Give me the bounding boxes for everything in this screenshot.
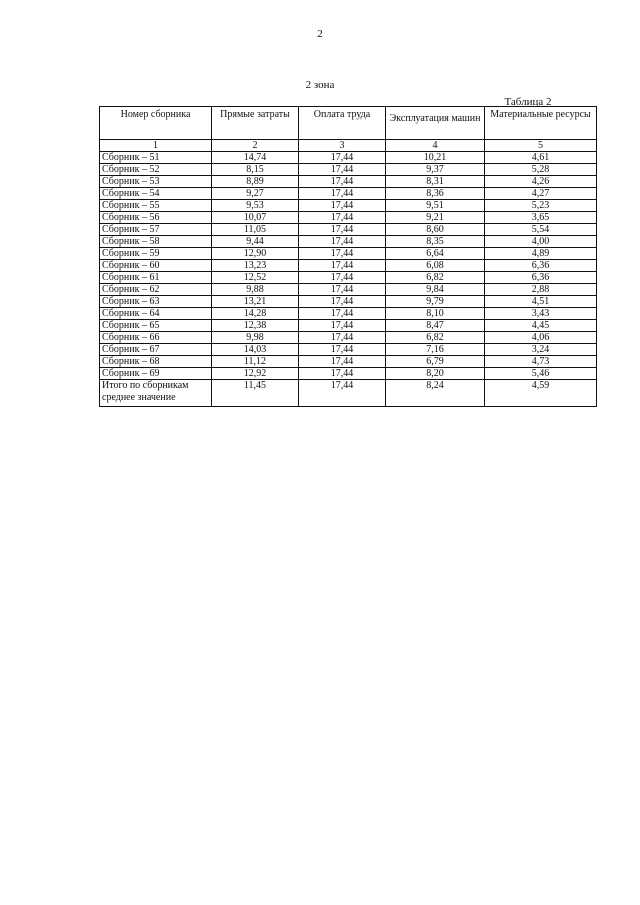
labor: 17,44 [299,176,386,188]
table-row [100,176,597,188]
table-row [100,248,597,260]
total-direct-costs: 11,45 [212,380,299,407]
row-name: Сборник – 62 [100,284,212,296]
row-name: Сборник – 54 [100,188,212,200]
total-label [100,380,212,407]
materials: 4,73 [485,356,597,368]
row-name: Сборник – 63 [100,296,212,308]
table-body [100,152,597,407]
table-row [100,224,597,236]
labor: 17,44 [299,344,386,356]
materials: 3,43 [485,308,597,320]
direct-costs: 11,12 [212,356,299,368]
table-row [100,308,597,320]
labor: 17,44 [299,164,386,176]
machines: 8,35 [386,236,485,248]
machines: 6,08 [386,260,485,272]
direct-costs: 9,27 [212,188,299,200]
direct-costs: 12,90 [212,248,299,260]
direct-costs: 9,53 [212,200,299,212]
page-number: 2 [317,28,323,40]
row-name: Сборник – 67 [100,344,212,356]
direct-costs: 9,44 [212,236,299,248]
row-name: Сборник – 64 [100,308,212,320]
direct-costs: 9,98 [212,332,299,344]
materials: 3,24 [485,344,597,356]
row-name: Сборник – 60 [100,260,212,272]
row-name: Сборник – 53 [100,176,212,188]
table-row [100,272,597,284]
materials: 5,46 [485,368,597,380]
table-row [100,284,597,296]
row-name: Сборник – 52 [100,164,212,176]
row-name: Сборник – 59 [100,248,212,260]
header-cell: Оплата труда [299,107,386,140]
row-name: Сборник – 55 [100,200,212,212]
column-number: 4 [386,140,485,152]
machines: 6,79 [386,356,485,368]
table-row [100,152,597,164]
materials: 4,61 [485,152,597,164]
header-cell: Материальные ресурсы [485,107,597,140]
direct-costs: 11,05 [212,224,299,236]
data-table [99,106,597,407]
table-row [100,344,597,356]
direct-costs: 12,52 [212,272,299,284]
machines: 9,37 [386,164,485,176]
table-row [100,368,597,380]
column-number: 1 [100,140,212,152]
materials: 4,27 [485,188,597,200]
machines: 6,64 [386,248,485,260]
materials: 5,54 [485,224,597,236]
direct-costs: 14,03 [212,344,299,356]
direct-costs: 14,28 [212,308,299,320]
machines: 9,21 [386,212,485,224]
direct-costs: 8,15 [212,164,299,176]
labor: 17,44 [299,236,386,248]
direct-costs: 12,92 [212,368,299,380]
machines: 8,20 [386,368,485,380]
direct-costs: 13,23 [212,260,299,272]
table-row [100,320,597,332]
total-label-line-2: среднее значение [102,392,176,403]
total-labor: 17,44 [299,380,386,407]
column-number: 3 [299,140,386,152]
materials: 3,65 [485,212,597,224]
direct-costs: 10,07 [212,212,299,224]
materials: 4,00 [485,236,597,248]
labor: 17,44 [299,152,386,164]
total-row [100,380,597,407]
machines: 10,21 [386,152,485,164]
labor: 17,44 [299,308,386,320]
materials: 4,26 [485,176,597,188]
column-number: 5 [485,140,597,152]
table-row [100,164,597,176]
direct-costs: 14,74 [212,152,299,164]
header-cell: Эксплуатация машин [386,107,485,140]
column-number: 2 [212,140,299,152]
table-row [100,188,597,200]
labor: 17,44 [299,356,386,368]
labor: 17,44 [299,332,386,344]
machines: 9,79 [386,296,485,308]
table-row [100,296,597,308]
header-cell: Номер сборника [100,107,212,140]
header-cell: Прямые затраты [212,107,299,140]
materials: 5,28 [485,164,597,176]
labor: 17,44 [299,224,386,236]
materials: 2,88 [485,284,597,296]
machines: 8,31 [386,176,485,188]
row-name: Сборник – 65 [100,320,212,332]
direct-costs: 12,38 [212,320,299,332]
materials: 4,45 [485,320,597,332]
table-caption: Таблица 2 [504,96,552,108]
column-number-row [100,140,597,152]
header-row [100,107,597,140]
labor: 17,44 [299,272,386,284]
labor: 17,44 [299,320,386,332]
total-label-line-1: Итого по сборникам [102,380,189,391]
labor: 17,44 [299,296,386,308]
row-name: Сборник – 58 [100,236,212,248]
labor: 17,44 [299,368,386,380]
total-materials: 4,59 [485,380,597,407]
table-row [100,332,597,344]
labor: 17,44 [299,200,386,212]
row-name: Сборник – 56 [100,212,212,224]
row-name: Сборник – 66 [100,332,212,344]
zone-title: 2 зона [305,79,335,91]
direct-costs: 9,88 [212,284,299,296]
table-row [100,236,597,248]
machines: 8,36 [386,188,485,200]
row-name: Сборник – 61 [100,272,212,284]
row-name: Сборник – 51 [100,152,212,164]
machines: 9,84 [386,284,485,296]
direct-costs: 13,21 [212,296,299,308]
labor: 17,44 [299,188,386,200]
table-row [100,356,597,368]
row-name: Сборник – 57 [100,224,212,236]
total-machines: 8,24 [386,380,485,407]
row-name: Сборник – 68 [100,356,212,368]
labor: 17,44 [299,248,386,260]
table-row [100,212,597,224]
machines: 6,82 [386,272,485,284]
materials: 4,89 [485,248,597,260]
machines: 8,10 [386,308,485,320]
machines: 7,16 [386,344,485,356]
row-name: Сборник – 69 [100,368,212,380]
materials: 4,51 [485,296,597,308]
table-row [100,200,597,212]
direct-costs: 8,89 [212,176,299,188]
table-row [100,260,597,272]
machines: 8,47 [386,320,485,332]
machines: 8,60 [386,224,485,236]
materials: 5,23 [485,200,597,212]
labor: 17,44 [299,260,386,272]
materials: 6,36 [485,272,597,284]
labor: 17,44 [299,212,386,224]
labor: 17,44 [299,284,386,296]
machines: 6,82 [386,332,485,344]
materials: 6,36 [485,260,597,272]
materials: 4,06 [485,332,597,344]
machines: 9,51 [386,200,485,212]
